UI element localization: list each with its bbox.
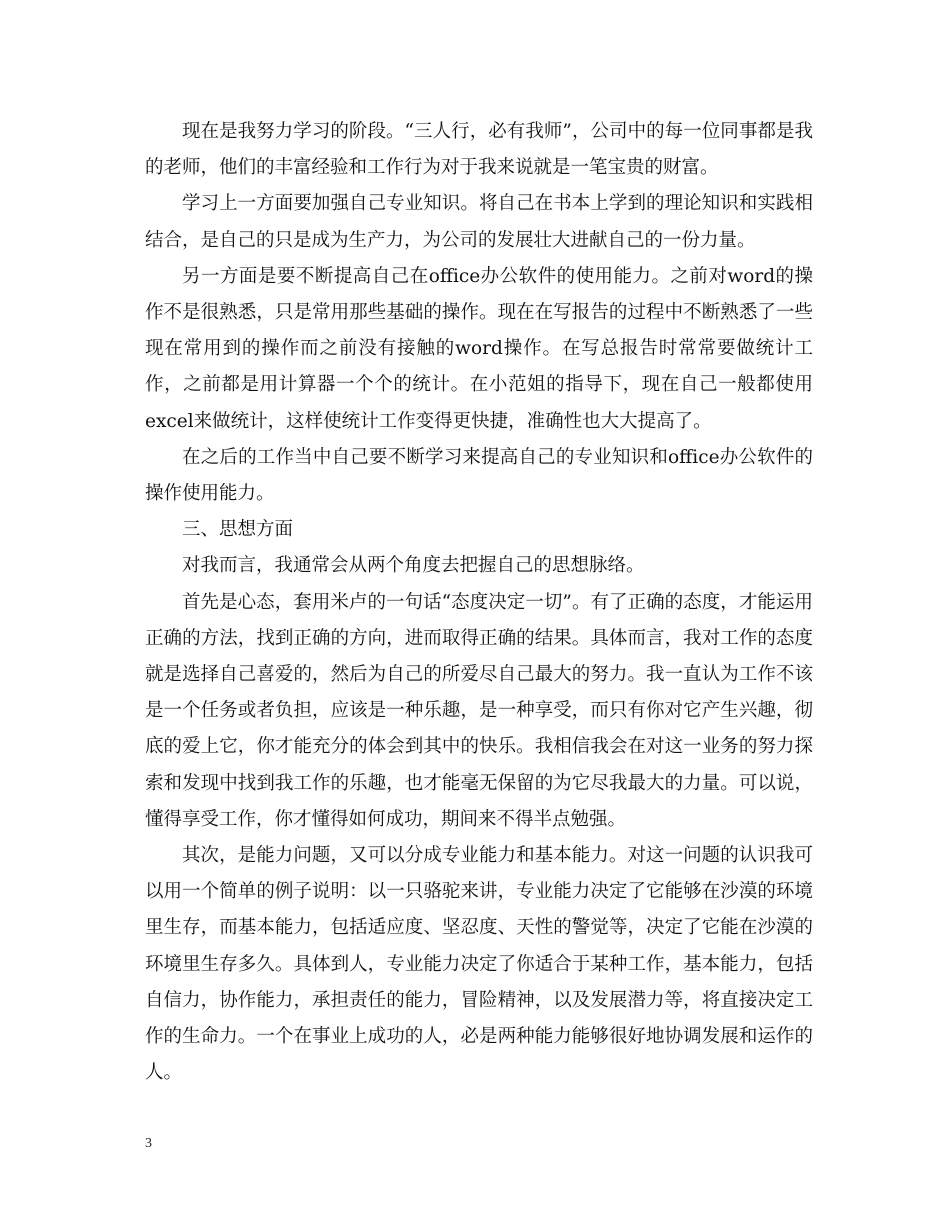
- body-text: [145, 114, 813, 1091]
- page-number: 3: [145, 1136, 152, 1151]
- section-heading: 三、思想方面: [182, 519, 294, 541]
- paragraph: 学习上一方面要加强自己专业知识。将自己在书本上学到的理论知识和实践相结合，是自己的只是成为生产力，为公司的发展壮大进献自己的一份力量。: [145, 193, 813, 251]
- paragraph: 在之后的工作当中自己要不断学习来提高自己的专业知识和office办公软件的操作使用能力。: [145, 446, 813, 505]
- paragraph: 现在是我努力学习的阶段。“三人行，必有我师”，公司中的每一位同事都是我的老师，他们的丰富经验和工作行为对于我来说就是一笔宝贵的财富。: [145, 121, 813, 179]
- paragraph: 对我而言，我通常会从两个角度去把握自己的思想脉络。: [182, 555, 645, 577]
- paragraph: 首先是心态，套用米卢的一句话“态度决定一切”。有了正确的态度，才能运用正确的方法，找到正确的方向，进而取得正确的结果。具体而言，我对工作的态度就是选择自己喜爱的，然后为自己的所爱尽自己最大的努力。我一直认为工作不该是一个任务或者负担，应该是一种乐趣，是一种享受，而只有你对它产生兴趣，彻底的爱上它，你才能充分的体会到其中的快乐。我相信我会在对这一业务的努力探索和发现中找到我工作的乐趣，也才能毫无保留的为它尽我最大的力量。可以说，懂得享受工作，你才懂得如何成功，期间来不得半点勉强。: [145, 591, 813, 830]
- paragraph: 另一方面是要不断提高自己在office办公软件的使用能力。之前对word的操作不是很熟悉，只是常用那些基础的操作。现在在写报告的过程中不断熟悉了一些现在常用到的操作而之前没有接触的word操作。在写总报告时常常要做统计工作，之前都是用计算器一个个的统计。在小范姐的指导下，现在自己一般都使用excel来做统计，这样使统计工作变得更快捷，准确性也大大提高了。: [145, 265, 813, 432]
- paragraph: 其次，是能力问题，又可以分成专业能力和基本能力。对这一问题的认识我可以用一个简单的例子说明：以一只骆驼来讲，专业能力决定了它能够在沙漠的环境里生存，而基本能力，包括适应度、坚忍度、天性的警觉等，决定了它能在沙漠的环境里生存多久。具体到人，专业能力决定了你适合于某种工作，基本能力，包括自信力，协作能力，承担责任的能力，冒险精神，以及发展潜力等，将直接决定工作的生命力。一个在事业上成功的人，必是两种能力能够很好地协调发展和运作的人。: [145, 845, 813, 1084]
